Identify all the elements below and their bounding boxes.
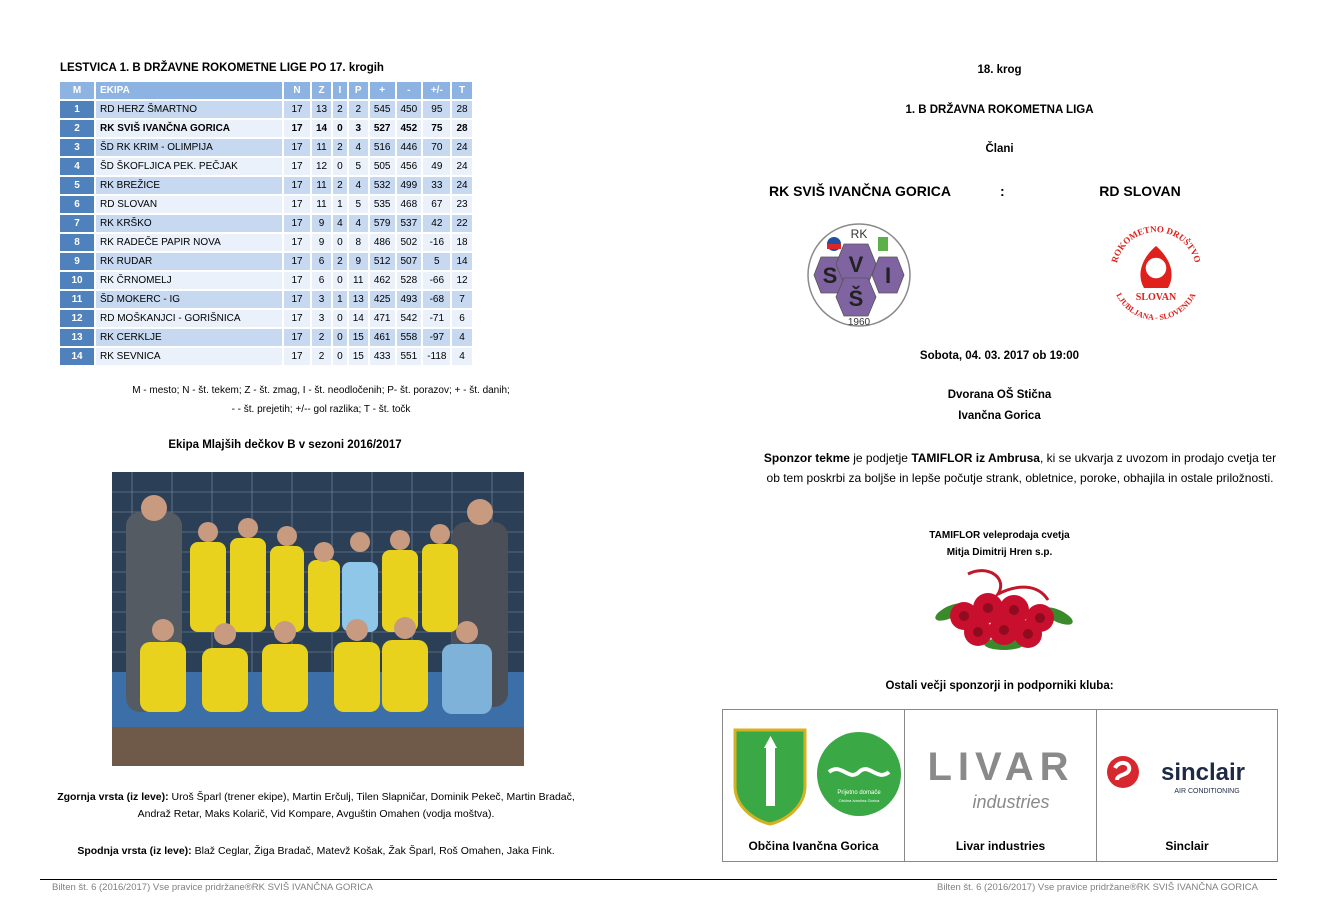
standings-rank: 1 bbox=[60, 101, 94, 118]
standings-cell: 542 bbox=[397, 310, 422, 327]
standings-cell: 1 bbox=[333, 291, 347, 308]
standings-body bbox=[60, 101, 472, 365]
standings-cell: 461 bbox=[370, 329, 395, 346]
standings-cell: 17 bbox=[284, 120, 310, 137]
standings-cell: 17 bbox=[284, 101, 310, 118]
standings-cell: 1 bbox=[333, 196, 347, 213]
standings-row bbox=[60, 272, 472, 289]
standings-cell: 545 bbox=[370, 101, 395, 118]
standings-cell: 528 bbox=[397, 272, 422, 289]
standings-row bbox=[60, 196, 472, 213]
standings-cell: 3 bbox=[312, 291, 331, 308]
standings-cell: 18 bbox=[452, 234, 471, 251]
slovan-logo-arc-top: ROKOMETNO DRUŠTVO bbox=[1109, 223, 1203, 264]
standings-row bbox=[60, 120, 472, 137]
sinclair-logo-wordmark: sinclair bbox=[1160, 759, 1246, 786]
standings-cell: 0 bbox=[333, 272, 347, 289]
svis-logo-letter-sh: Š bbox=[848, 286, 864, 311]
standings-col-header: - bbox=[397, 82, 422, 99]
standings-cell: 4 bbox=[349, 177, 368, 194]
standings-cell: 12 bbox=[452, 272, 471, 289]
roses-image bbox=[928, 564, 1080, 656]
match-datetime: Sobota, 04. 03. 2017 ob 19:00 bbox=[919, 350, 1080, 362]
obcina-ivancna-gorica-logo bbox=[731, 726, 901, 826]
livar-logo-wordmark: LIVAR bbox=[927, 745, 1075, 789]
venue-hall: Dvorana OŠ Stična bbox=[947, 389, 1052, 401]
caption-bottom-label: Spodnja vrsta (iz leve): bbox=[77, 845, 192, 857]
standings-cell: 507 bbox=[397, 253, 422, 270]
sponsor-mid: je podjetje bbox=[849, 451, 912, 465]
standings-row bbox=[60, 329, 472, 346]
standings-cell: 49 bbox=[423, 158, 450, 175]
standings-cell: 17 bbox=[284, 291, 310, 308]
standings-cell: 452 bbox=[397, 120, 422, 137]
standings-cell: 17 bbox=[284, 215, 310, 232]
sponsor-logo-grid bbox=[722, 709, 1278, 862]
standings-col-header: + bbox=[370, 82, 395, 99]
standings-team: RK SVIŠ IVANČNA GORICA bbox=[96, 120, 282, 137]
standings-rank: 4 bbox=[60, 158, 94, 175]
standings-legend bbox=[86, 381, 556, 419]
standings-row bbox=[60, 310, 472, 327]
standings-cell: 5 bbox=[349, 158, 368, 175]
standings-rank: 6 bbox=[60, 196, 94, 213]
standings-cell: 15 bbox=[349, 348, 368, 365]
caption-bottom-row bbox=[40, 843, 592, 860]
standings-cell: 12 bbox=[312, 158, 331, 175]
standings-cell: 17 bbox=[284, 177, 310, 194]
team-photo bbox=[112, 472, 524, 766]
standings-rank: 7 bbox=[60, 215, 94, 232]
standings-cell: 9 bbox=[349, 253, 368, 270]
footer-left: Bilten št. 6 (2016/2017) Vse pravice pridržane®RK SVIŠ IVANČNA GORICA bbox=[52, 882, 373, 893]
svis-logo-letter-v: V bbox=[848, 252, 864, 277]
standings-cell: 0 bbox=[333, 158, 347, 175]
standings-rank: 3 bbox=[60, 139, 94, 156]
svis-logo-letter-s: S bbox=[822, 263, 838, 288]
standings-team: ŠD MOKERC - IG bbox=[96, 291, 282, 308]
standings-team: ŠD RK KRIM - OLIMPIJA bbox=[96, 139, 282, 156]
standings-cell: 17 bbox=[284, 272, 310, 289]
standings-cell: 3 bbox=[312, 310, 331, 327]
home-team-name: RK SVIŠ IVANČNA GORICA bbox=[768, 183, 951, 199]
standings-cell: 8 bbox=[349, 234, 368, 251]
standings-cell: 28 bbox=[452, 120, 471, 137]
standings-cell: 17 bbox=[284, 158, 310, 175]
standings-cell: 17 bbox=[284, 234, 310, 251]
standings-cell: 28 bbox=[452, 101, 471, 118]
standings-cell: 4 bbox=[452, 348, 471, 365]
caption-bottom-text: Blaž Ceglar, Žiga Bradač, Matevž Košak, Žak Šparl, Roš Omahen, Jaka Fink. bbox=[191, 845, 555, 857]
standings-cell: -97 bbox=[423, 329, 450, 346]
footer-right: Bilten št. 6 (2016/2017) Vse pravice pridržane®RK SVIŠ IVANČNA GORICA bbox=[937, 882, 1258, 893]
standings-cell: -16 bbox=[423, 234, 450, 251]
standings-cell: 456 bbox=[397, 158, 422, 175]
standings-cell: 505 bbox=[370, 158, 395, 175]
standings-cell: 6 bbox=[312, 253, 331, 270]
standings-team: RK RADEČE PAPIR NOVA bbox=[96, 234, 282, 251]
photo-title: Ekipa Mlajših dečkov B v sezoni 2016/2017 bbox=[168, 439, 402, 451]
standings-col-header: N bbox=[284, 82, 310, 99]
standings-cell: 551 bbox=[397, 348, 422, 365]
standings-row bbox=[60, 101, 472, 118]
livar-industries-logo bbox=[915, 740, 1087, 820]
standings-cell: 425 bbox=[370, 291, 395, 308]
standings-rank: 2 bbox=[60, 120, 94, 137]
standings-col-header: T bbox=[452, 82, 471, 99]
obcina-logo-subtext: Občina Ivančna Gorica bbox=[838, 798, 880, 803]
standings-cell: 2 bbox=[333, 101, 347, 118]
standings-cell: 33 bbox=[423, 177, 450, 194]
standings-cell: 75 bbox=[423, 120, 450, 137]
standings-cell: 17 bbox=[284, 253, 310, 270]
standings-cell: -118 bbox=[423, 348, 450, 365]
standings-cell: 14 bbox=[452, 253, 471, 270]
standings-team: RK SEVNICA bbox=[96, 348, 282, 365]
caption-top-label: Zgornja vrsta (iz leve): bbox=[57, 791, 169, 803]
standings-cell: 433 bbox=[370, 348, 395, 365]
standings-cell: 7 bbox=[452, 291, 471, 308]
standings-cell: 0 bbox=[333, 234, 347, 251]
standings-row bbox=[60, 139, 472, 156]
standings-cell: 4 bbox=[349, 139, 368, 156]
round-label: 18. krog bbox=[977, 64, 1022, 76]
standings-cell: 0 bbox=[333, 310, 347, 327]
standings-cell: 2 bbox=[349, 101, 368, 118]
standings-cell: 17 bbox=[284, 348, 310, 365]
standings-cell: -66 bbox=[423, 272, 450, 289]
standings-cell: 17 bbox=[284, 329, 310, 346]
obcina-logo-slogan: Prijetno domače bbox=[837, 790, 881, 796]
sponsor-cell-obcina bbox=[723, 710, 905, 861]
standings-cell: 24 bbox=[452, 139, 471, 156]
standings-cell: 0 bbox=[333, 120, 347, 137]
standings-cell: 2 bbox=[333, 253, 347, 270]
svis-logo-letter-i: I bbox=[884, 263, 892, 288]
standings-cell: 14 bbox=[312, 120, 331, 137]
standings-cell: 42 bbox=[423, 215, 450, 232]
standings-cell: 4 bbox=[349, 215, 368, 232]
standings-cell: 9 bbox=[312, 234, 331, 251]
away-team-name: RD SLOVAN bbox=[1099, 183, 1181, 199]
standings-row bbox=[60, 158, 472, 175]
standings-cell: 2 bbox=[333, 177, 347, 194]
standings-cell: 6 bbox=[452, 310, 471, 327]
match-sponsor-text bbox=[760, 448, 1280, 488]
standings-cell: 23 bbox=[452, 196, 471, 213]
standings-row bbox=[60, 215, 472, 232]
livar-logo-subtext: industries bbox=[972, 792, 1050, 812]
standings-cell: 5 bbox=[349, 196, 368, 213]
standings-cell: 2 bbox=[333, 139, 347, 156]
standings-table bbox=[58, 80, 474, 367]
standings-cell: 516 bbox=[370, 139, 395, 156]
standings-cell: 537 bbox=[397, 215, 422, 232]
slovan-club-logo bbox=[1102, 218, 1210, 326]
standings-cell: 558 bbox=[397, 329, 422, 346]
standings-cell: 14 bbox=[349, 310, 368, 327]
standings-title: LESTVICA 1. B DRŽAVNE ROKOMETNE LIGE PO 17. krogih bbox=[60, 62, 384, 74]
standings-col-header: P bbox=[349, 82, 368, 99]
standings-cell: 499 bbox=[397, 177, 422, 194]
standings-cell: 535 bbox=[370, 196, 395, 213]
standings-cell: 11 bbox=[312, 139, 331, 156]
standings-cell: -71 bbox=[423, 310, 450, 327]
legend-line-2: - - št. prejetih; +/-- gol razlika; T - št. točk bbox=[231, 404, 411, 415]
standings-rank: 14 bbox=[60, 348, 94, 365]
standings-row bbox=[60, 177, 472, 194]
versus-separator: : bbox=[1000, 183, 1005, 199]
standings-cell: 4 bbox=[452, 329, 471, 346]
footer-rule bbox=[40, 879, 1277, 880]
standings-rank: 12 bbox=[60, 310, 94, 327]
standings-cell: 2 bbox=[312, 348, 331, 365]
standings-rank: 5 bbox=[60, 177, 94, 194]
standings-cell: 493 bbox=[397, 291, 422, 308]
standings-cell: 579 bbox=[370, 215, 395, 232]
standings-col-header: I bbox=[333, 82, 347, 99]
standings-cell: 11 bbox=[312, 177, 331, 194]
standings-cell: 67 bbox=[423, 196, 450, 213]
standings-row bbox=[60, 291, 472, 308]
standings-cell: 17 bbox=[284, 139, 310, 156]
standings-col-header: +/- bbox=[423, 82, 450, 99]
standings-team: RD MOŠKANJCI - GORIŠNICA bbox=[96, 310, 282, 327]
standings-cell: 95 bbox=[423, 101, 450, 118]
standings-rank: 13 bbox=[60, 329, 94, 346]
standings-cell: 0 bbox=[333, 329, 347, 346]
standings-col-header: M bbox=[60, 82, 94, 99]
standings-cell: 24 bbox=[452, 177, 471, 194]
standings-cell: 532 bbox=[370, 177, 395, 194]
venue-town: Ivančna Gorica bbox=[958, 410, 1041, 422]
standings-team: RD HERZ ŠMARTNO bbox=[96, 101, 282, 118]
standings-cell: 9 bbox=[312, 215, 331, 232]
legend-line-1: M - mesto; N - št. tekem; Z - št. zmag, I - št. neodločenih; P- št. porazov; + - št. danih; bbox=[132, 385, 510, 396]
standings-cell: 13 bbox=[349, 291, 368, 308]
league-name: 1. B DRŽAVNA ROKOMETNA LIGA bbox=[905, 104, 1094, 116]
caption-top-row bbox=[40, 789, 592, 823]
standings-rank: 9 bbox=[60, 253, 94, 270]
sponsor-label-obcina: Občina Ivančna Gorica bbox=[748, 839, 879, 853]
standings-cell: 512 bbox=[370, 253, 395, 270]
standings-cell: 15 bbox=[349, 329, 368, 346]
standings-cell: 22 bbox=[452, 215, 471, 232]
standings-cell: 5 bbox=[423, 253, 450, 270]
standings-team: RK BREŽICE bbox=[96, 177, 282, 194]
standings-cell: 502 bbox=[397, 234, 422, 251]
standings-team: RK KRŠKO bbox=[96, 215, 282, 232]
standings-cell: 4 bbox=[333, 215, 347, 232]
standings-cell: 0 bbox=[333, 348, 347, 365]
standings-cell: 11 bbox=[349, 272, 368, 289]
sponsor-label-sinclair: Sinclair bbox=[1165, 839, 1209, 853]
standings-cell: 446 bbox=[397, 139, 422, 156]
standings-cell: 3 bbox=[349, 120, 368, 137]
sponsor-label-livar: Livar industries bbox=[955, 839, 1046, 853]
sponsor-cell-livar bbox=[905, 710, 1097, 861]
standings-cell: 17 bbox=[284, 196, 310, 213]
standings-cell: 471 bbox=[370, 310, 395, 327]
standings-cell: 11 bbox=[312, 196, 331, 213]
sponsor-company-name: TAMIFLOR veleprodaja cvetja bbox=[929, 530, 1070, 541]
standings-team: RK CERKLJE bbox=[96, 329, 282, 346]
standings-cell: 13 bbox=[312, 101, 331, 118]
standings-rank: 11 bbox=[60, 291, 94, 308]
slovan-logo-arc-bottom: LJUBLJANA - SLOVENIJA bbox=[1114, 291, 1198, 323]
sponsor-name: TAMIFLOR iz Ambrusa bbox=[911, 451, 1040, 465]
sponsor-rest: , ki se ukvarja z uvozom in prodajo cvetja ter ob tem poskrbi za boljše in lepše počutje strank, obletnice, poroke, obhajila in ostale priložnosti. bbox=[766, 451, 1277, 485]
sponsor-cell-sinclair bbox=[1097, 710, 1277, 861]
standings-cell: 2 bbox=[312, 329, 331, 346]
standings-cell: 462 bbox=[370, 272, 395, 289]
svis-logo-year: 1960 bbox=[847, 317, 871, 328]
svis-logo-rk: RK bbox=[850, 227, 868, 241]
sponsor-company-owner: Mitja Dimitrij Hren s.p. bbox=[946, 547, 1053, 558]
standings-row bbox=[60, 253, 472, 270]
standings-rank: 8 bbox=[60, 234, 94, 251]
standings-cell: 70 bbox=[423, 139, 450, 156]
slovan-logo-name: SLOVAN bbox=[1135, 292, 1177, 303]
standings-cell: 527 bbox=[370, 120, 395, 137]
standings-header-row bbox=[60, 82, 472, 99]
standings-cell: -68 bbox=[423, 291, 450, 308]
standings-team: RK ČRNOMELJ bbox=[96, 272, 282, 289]
standings-row bbox=[60, 348, 472, 365]
standings-team: RD SLOVAN bbox=[96, 196, 282, 213]
standings-team: ŠD ŠKOFLJICA PEK. PEČJAK bbox=[96, 158, 282, 175]
svis-club-logo bbox=[806, 222, 912, 328]
sponsor-lead: Sponzor tekme bbox=[763, 451, 850, 465]
sinclair-logo-subtext: AIR CONDITIONING bbox=[1174, 788, 1240, 795]
standings-cell: 486 bbox=[370, 234, 395, 251]
sinclair-logo bbox=[1101, 750, 1273, 800]
standings-col-header: Z bbox=[312, 82, 331, 99]
standings-cell: 450 bbox=[397, 101, 422, 118]
standings-cell: 24 bbox=[452, 158, 471, 175]
standings-cell: 468 bbox=[397, 196, 422, 213]
standings-cell: 17 bbox=[284, 310, 310, 327]
standings-col-header: EKIPA bbox=[96, 82, 282, 99]
other-sponsors-title: Ostali večji sponzorji in podporniki kluba: bbox=[885, 680, 1114, 692]
standings-rank: 10 bbox=[60, 272, 94, 289]
standings-cell: 6 bbox=[312, 272, 331, 289]
category-label: Člani bbox=[985, 143, 1014, 155]
caption-top-text: Uroš Šparl (trener ekipe), Martin Erčulj, Tilen Slapničar, Dominik Pekeč, Martin Bradač, Andraž Retar, Maks Kolarič, Vid Kompare, Avguštin Omahen (vodja moštva). bbox=[137, 791, 575, 820]
standings-row bbox=[60, 234, 472, 251]
standings-team: RK RUDAR bbox=[96, 253, 282, 270]
